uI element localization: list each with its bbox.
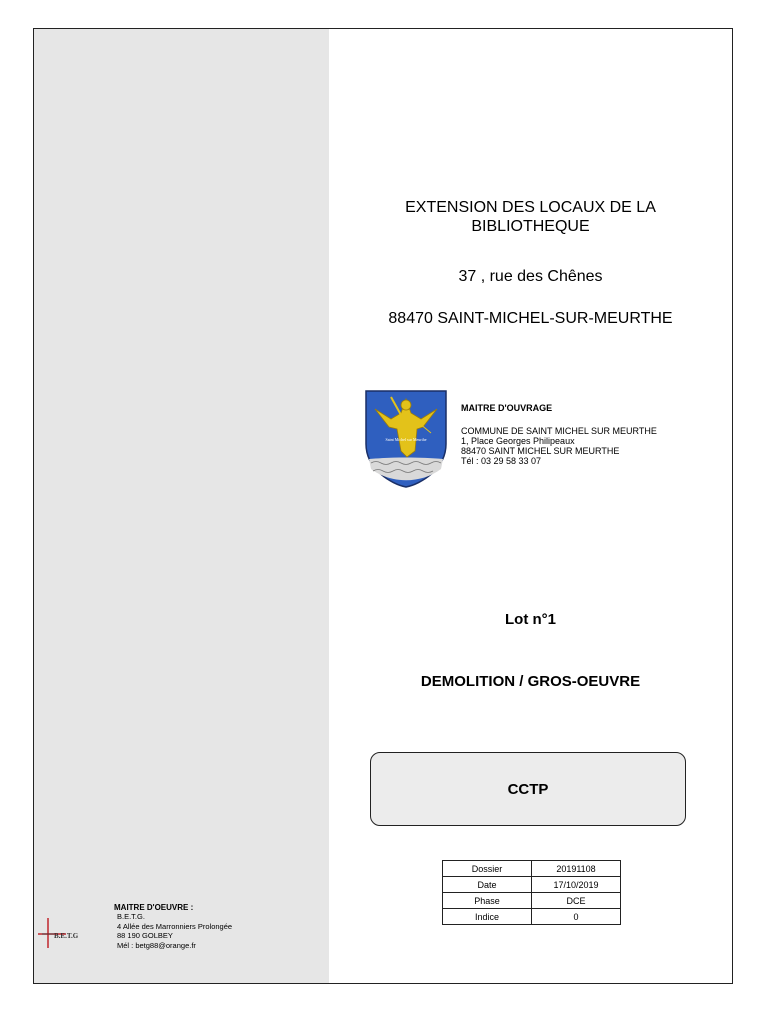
info-value-phase: DCE xyxy=(532,893,621,909)
project-title-line-2: BIBLIOTHEQUE xyxy=(471,218,590,235)
moe-line-name: B.E.T.G. xyxy=(117,912,145,921)
table-row xyxy=(443,893,621,909)
commune-crest-icon xyxy=(361,389,451,489)
lot-number: Lot n°1 xyxy=(505,611,556,628)
project-title-line-1: EXTENSION DES LOCAUX DE LA xyxy=(405,199,656,216)
project-street: 37 , rue des Chênes xyxy=(458,268,603,285)
left-sidebar-band xyxy=(34,29,329,983)
maitre-oeuvre-heading: MAITRE D'OEUVRE : xyxy=(114,903,194,912)
info-value-dossier: 20191108 xyxy=(532,861,621,877)
mo-line-city: 88470 SAINT MICHEL SUR MEURTHE xyxy=(461,446,620,456)
info-label-phase: Phase xyxy=(443,893,532,909)
document-type-label: CCTP xyxy=(507,780,549,798)
info-value-date: 17/10/2019 xyxy=(532,877,621,893)
project-title xyxy=(329,198,732,236)
maitre-ouvrage-block xyxy=(461,403,657,466)
project-city: 88470 SAINT-MICHEL-SUR-MEURTHE xyxy=(388,310,673,327)
betg-logo xyxy=(34,910,109,950)
table-row xyxy=(443,909,621,925)
lot-name: DEMOLITION / GROS-OEUVRE xyxy=(420,673,641,690)
info-label-date: Date xyxy=(443,877,532,893)
document-type-box xyxy=(370,752,686,826)
info-label-dossier: Dossier xyxy=(443,861,532,877)
mo-line-commune: COMMUNE DE SAINT MICHEL SUR MEURTHE xyxy=(461,426,657,436)
betg-logo-text: B.E.T.G xyxy=(54,932,79,940)
document-page xyxy=(33,28,733,984)
table-row xyxy=(443,877,621,893)
cover-content xyxy=(329,29,732,983)
info-value-indice: 0 xyxy=(532,909,621,925)
table-row xyxy=(443,861,621,877)
crest-motto: Saint Michel sur Meurthe xyxy=(385,437,427,442)
maitre-ouvrage-heading: MAITRE D'OUVRAGE xyxy=(461,403,553,413)
moe-line-city: 88 190 GOLBEY xyxy=(117,931,173,940)
mo-line-street: 1, Place Georges Philipeaux xyxy=(461,436,575,446)
maitre-oeuvre-address xyxy=(117,912,232,950)
mo-line-phone: Tél : 03 29 58 33 07 xyxy=(461,456,542,466)
moe-line-street: 4 Allée des Marronniers Prolongée xyxy=(117,921,233,931)
document-info-table xyxy=(442,860,621,925)
moe-line-email: Mél : betg88@orange.fr xyxy=(117,940,196,950)
info-label-indice: Indice xyxy=(443,909,532,925)
